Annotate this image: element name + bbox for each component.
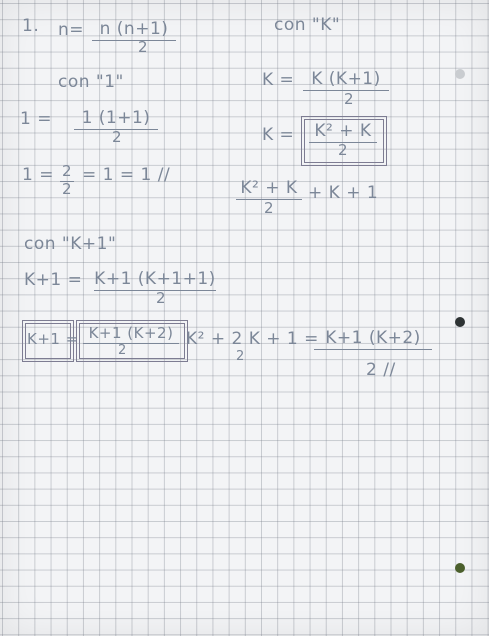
one-lhs: 1 =: [20, 109, 52, 129]
k1-numerator: K+1 (K+1+1): [94, 269, 216, 289]
k-boxed-lhs: K =: [262, 125, 295, 145]
one-numerator: 1 (1+1): [74, 110, 158, 130]
sum-tail: + K + 1: [308, 183, 379, 203]
k1-denominator: 2: [156, 289, 167, 307]
k-numerator: K (K+1): [303, 71, 389, 91]
binder-hole-middle: [455, 317, 465, 327]
final-middle: K² + 2 K + 1 =: [186, 329, 319, 349]
k1-lhs: K+1 =: [24, 270, 83, 290]
sum-denominator: 2: [264, 199, 275, 217]
final-middle-denominator: 2: [236, 349, 245, 364]
one-check-result: = 1 = 1 //: [82, 165, 171, 185]
k-boxed-denominator: 2: [338, 141, 349, 159]
one-denominator: 2: [112, 128, 123, 146]
case-k-title: con "K": [274, 15, 341, 35]
final-box-denominator: 2: [118, 343, 127, 358]
final-box-numerator: K+1 (K+2): [83, 326, 179, 344]
sum-numerator: K² + K: [236, 180, 302, 200]
formula-denominator: 2: [138, 38, 149, 56]
binder-hole-bottom: [455, 563, 465, 573]
final-lhs: K+1 =: [27, 330, 79, 348]
problem-number: 1.: [22, 16, 40, 36]
case-k1-title: con "K+1": [24, 234, 117, 254]
final-rhs-numerator: K+1 (K+2): [314, 330, 432, 350]
k-lhs: K =: [262, 70, 295, 90]
case-one-title: con "1": [58, 72, 124, 92]
k-denominator: 2: [344, 90, 355, 108]
k-boxed-numerator: K² + K: [309, 123, 377, 143]
one-check-numerator: 2: [61, 162, 73, 180]
one-check-lhs: 1 =: [22, 165, 54, 185]
one-check-denominator: 2: [62, 180, 73, 198]
formula-numerator: n (n+1): [92, 21, 176, 41]
formula-lhs: n=: [58, 20, 85, 40]
binder-hole-top: [455, 69, 465, 79]
final-rhs-denominator: 2 //: [366, 360, 396, 380]
